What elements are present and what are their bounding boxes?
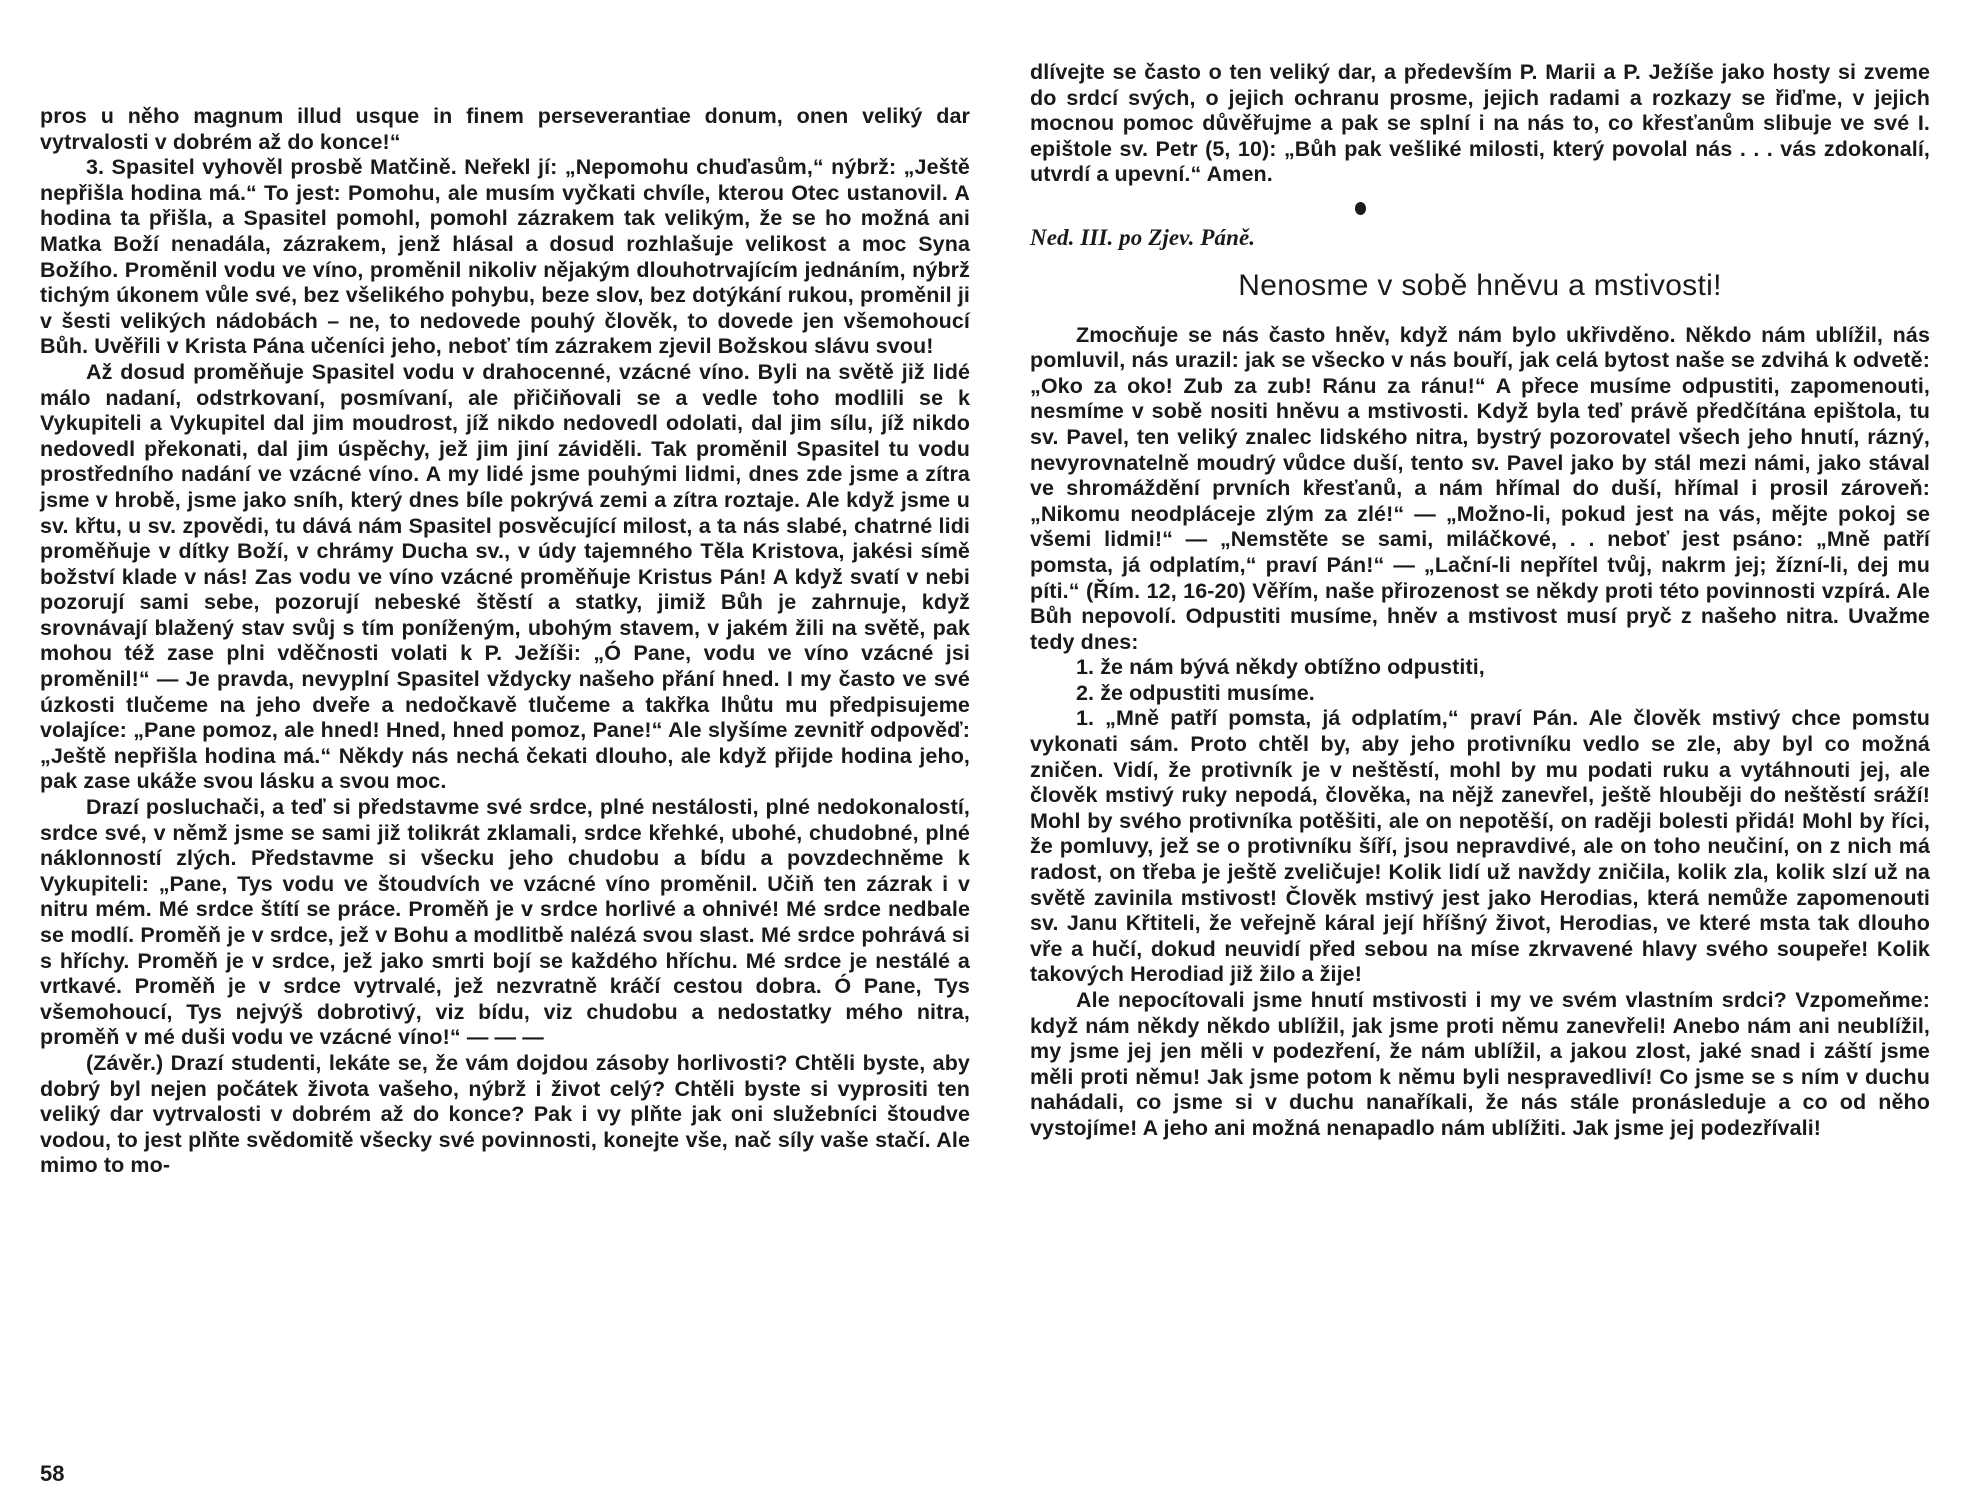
paragraph: pros u něho magnum illud usque in finem perseverantiae donum, onen veliký dar vytrvalosti v dobrém až do konce!“ — [40, 104, 970, 154]
right-page — [1030, 0, 1930, 1500]
sunday-label: Ned. III. po Zjev. Páně. — [1030, 224, 1256, 250]
page-number: 58 — [40, 1461, 65, 1486]
sermon-heading: Nenosme v sobě hněvu a mstivosti! — [1238, 268, 1722, 302]
paragraph: 1. „Mně patří pomsta, já odplatím,“ praví Pán. Ale člověk mstivý chce pomstu vykonati sám. Proto chtěl by, aby jeho protivníku vedlo se zle, aby byl co možná zničen. Vidí, že protivník je v neštěstí, mohl by mu podati ruku a vytáhnouti jej, ale člověk mstivý ruky nepodá, člověka, na nějž zanevřel, ještě hlouběji do neštěstí sráží! Mohl by svého protivníka potěšiti, ale on nepotěší, on raději bolesti přidá! Mohl by říci, že pomluvy, jež se o protivníku šíří, jsou nepravdivé, ale on toho neučiní, on z nich má radost, on třeba je ještě zveličuje! Kolik lidí už navždy zničila, kolik zla, kolik slzí už na světě zavinila mstivost! Člověk mstivý jest jako Herodias, která nemůže zapomenouti sv. Janu Křtiteli, že veřejně káral její hříšný život, Herodias, ve které msta tak dlouho vře a hučí, dokud neuvidí před sebou na míse zkrvavené hlavy svého soupeře! Kolik takových Herodiad již žilo a žije! — [1030, 706, 1930, 987]
list-item: 1. že nám bývá někdy obtížno odpustiti, — [1076, 655, 1485, 680]
left-page — [40, 0, 970, 1500]
paragraph: 3. Spasitel vyhověl prosbě Matčině. Neřekl jí: „Nepomohu chuďasům,“ nýbrž: „Ještě nepřišla hodina má.“ To jest: Pomohu, ale musím vyčkati chvíle, kterou Otec ustanovil. A hodina ta přišla, a Spasitel pomohl, pomohl zázrakem tak velikým, že se ho možná ani Matka Boží nenadála, zázrakem, jenž hlásal a dosud rozhlašuje velikost a moc Syna Božího. Proměnil vodu ve víno, proměnil nikoliv nějakým dlouhotrvajícím jednáním, nýbrž tichým úkonem vůle své, bez všelikého pohybu, beze slov, bez dotýkání rukou, proměnil ji v šesti velikých nádobách – ne, to nedovede pouhý člověk, to dovede jen všemohoucí Bůh. Uvěřili v Krista Pána učeníci jeho, neboť tím zázrakem zjevil Božskou slávu svou! — [40, 155, 970, 359]
section-divider-dot — [1355, 202, 1366, 215]
paragraph: Až dosud proměňuje Spasitel vodu v drahocenné, vzácné víno. Byli na světě již lidé málo nadaní, odstrkovaní, posmívaní, ale přičiňovali se a vedle toho modlili se k Vykupiteli a Vykupitel dal jim moudrost, jíž nikdo nedovedl odolati, dal jim sílu, jíž nikdo nedovedl překonati, dal jim úspěchy, jež jim jiní záviděli. Tak proměnil Spasitel tu vodu prostředního nadání ve vzácné víno. A my lidé jsme pouhými lidmi, dnes zde jsme a zítra jsme v hrobě, jsme jako sníh, který dnes bíle pokrývá zemi a zítra roztaje. Ale když jsme u sv. křtu, u sv. zpovědi, tu dává nám Spasitel posvěcující milost, a ta nás slabé, chatrné lidi proměňuje v dítky Boží, v chrámy Ducha sv., v údy tajemného Těla Kristova, jakési símě božství klade v nás! Zas vodu ve víno vzácné proměňuje Kristus Pán! A když svatí v nebi pozorují sami sebe, pozorují nebeské štěstí a statky, jimiž Bůh je zahrnuje, když srovnávají blažený stav svůj s tím poníženým, ubohým stavem, v jakém žili na světě, pak mohou též zase plni vděčnosti volati k P. Ježíši: „Ó Pane, vodu ve víno vzácné jsi proměnil!“ — Je pravda, nevyplní Spasitel vždycky našeho přání hned. I my často ve své úzkosti tlučeme na jeho dveře a nedočkavě tlučeme a takřka lhůtu mu předpisujeme volajíce: „Pane pomoz, ale hned! Hned, hned pomoz, Pane!“ Ale slyšíme zevnitř odpověď: „Ještě nepřišla hodina má.“ Někdy nás nechá čekati dlouho, ale když přijde hodina jeho, pak zase ukáže svou lásku a svou moc. — [40, 359, 970, 794]
right-column — [1030, 0, 1930, 1142]
list-item: 2. že odpustiti musíme. — [1076, 680, 1315, 705]
paragraph: dlívejte se často o ten veliký dar, a především P. Marii a P. Ježíše jako hosty si zveme do srdcí svých, o jejich ochranu prosme, jejich radami a rozkazy se řiďme, v jejich mocnou pomoc důvěřujme a pak se splní i na nás to, co křesťanům slibuje ve své I. epištole sv. Petr (5, 10): „Bůh pak vešliké milosti, který povolal nás . . . vás zdokonalí, utvrdí a upevní.“ Amen. — [1030, 60, 1930, 187]
paragraph: (Závěr.) Drazí studenti, lekáte se, že vám dojdou zásoby horlivosti? Chtěli byste, aby dobrý byl nejen počátek života vašeho, nýbrž i život celý? Chtěli byste si vyprositi ten veliký dar vytrvalosti v dobrém až do konce? Pak i vy plňte jak oni služebníci štoudve vodou, to jest plňte svědomitě všecky své povinnosti, konejte vše, nač síly vaše stačí. Ale mimo to mo- — [40, 1050, 970, 1178]
paragraph: Drazí posluchači, a teď si představme své srdce, plné nestálosti, plné nedokonalostí, srdce své, v němž jsme se sami již tolikrát zklamali, srdce křehké, ubohé, chudobné, plné náklonností zlých. Představme si všecku jeho chudobu a bídu a povzdechněme k Vykupiteli: „Pane, Tys vodu ve štoudvích ve vzácné víno proměnil. Učiň ten zázrak i v nitru mém. Mé srdce štítí se práce. Proměň je v srdce horlivé a ohnivé! Mé srdce nedbale se modlí. Proměň je v srdce, jež v Bohu a modlitbě nalézá svou slast. Mé srdce pohrává si s hříchy. Proměň je v srdce, jež jako smrti bojí se každého hříchu. Mé srdce je nestálé a vrtkavé. Proměň je v srdce vytrvalé, jež nezvratně kráčí cestou dobra. Ó Pane, Tys všemohoucí, Tys nejvýš dobrotivý, viz bídu, viz chudobu a nedostatky mého nitra, proměň v mé duši vodu ve vzácné víno!“ — — — — [40, 795, 970, 1050]
paragraph: Ale nepocítovali jsme hnutí mstivosti i my ve svém vlastním srdci? Vzpomeňme: když nám někdy někdo ublížil, jak jsme proti němu zanevřeli! Anebo nám ani neublížil, my jsme jej jen měli v podezření, že nám ublížil, a jakou zlost, jaké snad i záští jsme měli proti němu! Jak jsme potom k němu byli nespravedliví! Co jsme se s ním v duchu nahádali, co jsme si v duchu nanaříkali, že nás stále pronásleduje a co od něho vystojíme! A jeho ani možná nenapadlo nám ublížiti. Jak jsme jej podezřívali! — [1030, 988, 1930, 1140]
left-column — [40, 0, 970, 1179]
paragraph: Zmocňuje se nás často hněv, když nám bylo ukřivděno. Někdo nám ublížil, nás pomluvil, nás urazil: jak se všecko v nás bouří, jak celá bytost naše se zdvihá k odvetě: „Oko za oko! Zub za zub! Ránu za ránu!“ A přece musíme odpustiti, zapomenouti, nesmíme v sobě nositi hněvu a mstivosti. Když byla teď právě předčítána epištola, tu sv. Pavel, ten veliký znalec lidského nitra, bystrý pozorovatel všech jeho hnutí, rázný, nevyrovnatelně moudrý vůdce duší, tento sv. Pavel jako by stál mezi námi, jako stával ve shromáždění prvních křesťanů, a nám hřímal do duší, hřímal i prosil zároveň: „Nikomu neodpláceje zlým za zlé!“ — „Možno-li, pokud jest na vás, mějte pokoj se všemi lidmi!“ — „Nemstěte se sami, miláčkové, . . neboť jest psáno: „Mně patří pomsta, já odplatím,“ praví Pán!“ — „Lační-li nepřítel tvůj, nakrm jej; žízní-li, dej mu píti.“ (Řím. 12, 16-20) Věřím, naše přirozenost se někdy proti této povinnosti vzpírá. Ale Bůh nepovolí. Odpustiti musíme, hněv a mstivost musí pryč z našeho nitra. Uvažme tedy dnes: — [1030, 322, 1930, 654]
